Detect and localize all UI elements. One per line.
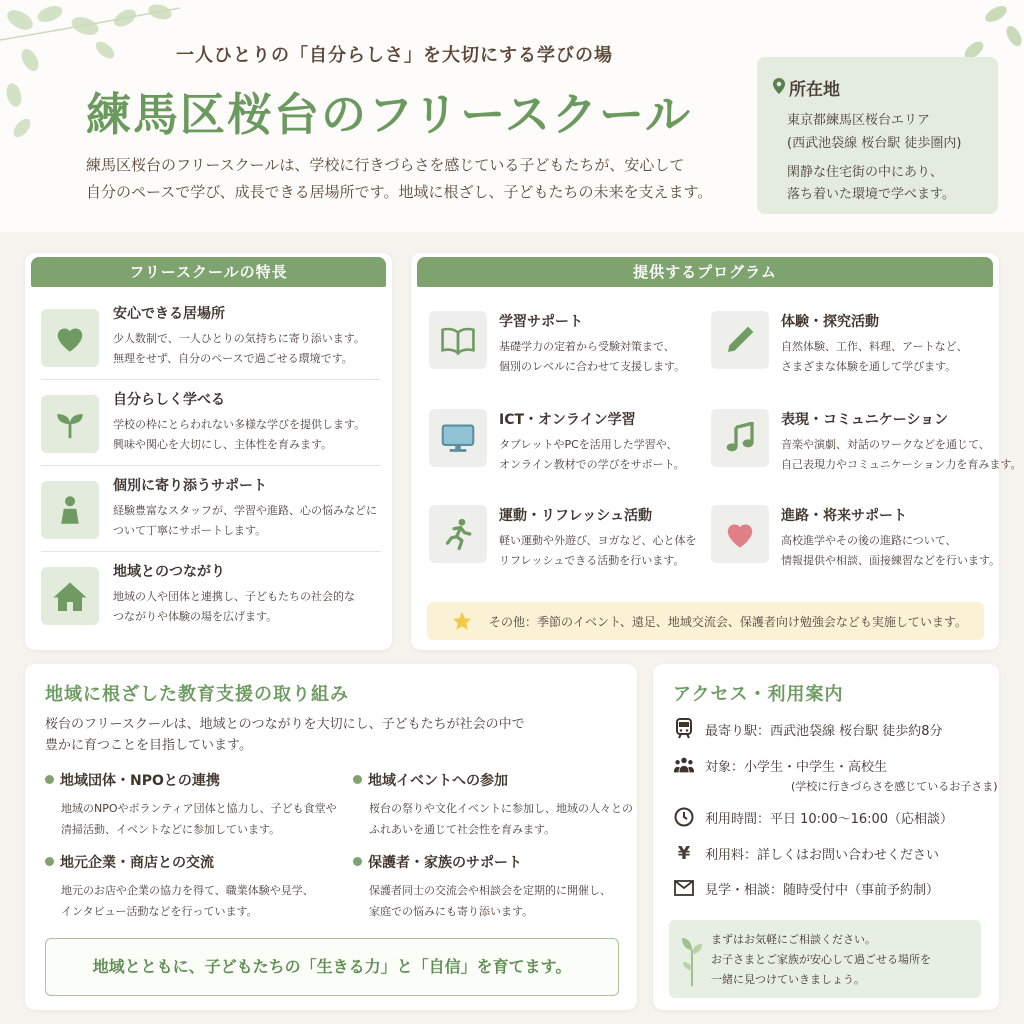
community-heading: 地域に根ざした教育支援の取り組み bbox=[45, 684, 349, 705]
feature-desc bbox=[113, 415, 383, 455]
community-item-desc-line: 地元のお店や企業の協力を得て、職業体験や見学、 bbox=[61, 884, 314, 897]
feature-desc bbox=[113, 329, 383, 369]
slogan-box: 地域とともに、子どもたちの「生きる力」と「自信」を育てます。 bbox=[45, 938, 619, 996]
program-desc-line: 軽い運動や外遊び、ヨガなど、心と体を bbox=[499, 534, 697, 547]
divider bbox=[41, 379, 381, 380]
community-item-title-text: 地域イベントへの参加 bbox=[368, 773, 508, 789]
intro-line: 自分のペースで学び、成長できる居場所です。地域に根ざし、子どもたちの未来を支えます。 bbox=[86, 183, 713, 201]
community-item-desc-line: ふれあいを通じて社会性を育みます。 bbox=[369, 823, 556, 836]
bullet-dot-icon bbox=[353, 857, 362, 866]
access-fee-text: 利用料：詳しくはお問い合わせください bbox=[705, 848, 940, 863]
book-icon bbox=[429, 311, 487, 369]
person-icon bbox=[41, 481, 99, 539]
program-desc-line: さまざまな体験を通して学びます。 bbox=[781, 360, 957, 373]
location-title: 所在地 bbox=[789, 80, 840, 100]
programs-card bbox=[411, 253, 1022, 650]
program-item bbox=[429, 409, 709, 489]
program-desc bbox=[781, 337, 968, 377]
location-address: 東京都練馬区桜台エリア bbox=[787, 113, 931, 128]
feature-desc-line: 学校の枠にとらわれない多様な学びを提供します。 bbox=[113, 418, 366, 431]
program-desc-line: 自然体験、工作、料理、アートなど、 bbox=[781, 340, 968, 353]
access-card bbox=[653, 664, 999, 1010]
feature-item bbox=[41, 475, 381, 553]
feature-title: 個別に寄り添うサポート bbox=[113, 478, 267, 494]
divider bbox=[41, 465, 381, 466]
community-item bbox=[45, 852, 325, 922]
program-title: 表現・コミュニケーション bbox=[781, 412, 949, 428]
program-desc bbox=[499, 337, 685, 377]
program-desc-line: 情報提供や相談、面接練習などを行います。 bbox=[781, 554, 1001, 567]
community-intro bbox=[45, 714, 605, 756]
feature-desc-line: 地域の人や団体と連携し、子どもたちの社会的な bbox=[113, 590, 355, 603]
feature-desc-line: 興味や関心を大切にし、主体性を育みます。 bbox=[113, 438, 333, 451]
program-title: 運動・リフレッシュ活動 bbox=[499, 508, 653, 524]
running-icon bbox=[429, 505, 487, 563]
feature-title: 地域とのつながり bbox=[113, 564, 225, 580]
community-item-title bbox=[45, 852, 325, 872]
community-item-title bbox=[353, 852, 633, 872]
pencil-icon bbox=[711, 311, 769, 369]
program-desc-line: 個別のレベルに合わせて支援します。 bbox=[499, 360, 686, 373]
community-item-desc-line: 清掃活動、イベントなどに参加しています。 bbox=[61, 823, 281, 836]
community-item-desc-line: インタビュー活動などを行っています。 bbox=[61, 905, 258, 918]
feature-desc-line: 無理をせず、自分のペースで過ごせる環境です。 bbox=[113, 352, 353, 365]
community-intro-line: 豊かに育つことを目指しています。 bbox=[45, 738, 252, 753]
location-card bbox=[757, 57, 998, 214]
program-item bbox=[711, 311, 991, 391]
other-programs-text: その他：季節のイベント、遠足、地域交流会、保護者向け勉強会なども実施しています。 bbox=[489, 615, 967, 629]
heart-icon bbox=[41, 309, 99, 367]
program-desc-line: リフレッシュできる活動を行います。 bbox=[499, 554, 685, 567]
mail-icon bbox=[673, 877, 695, 899]
community-item-desc bbox=[353, 798, 633, 840]
community-item-title-text: 地域団体・NPOとの連携 bbox=[60, 773, 220, 789]
intro-text bbox=[86, 152, 746, 206]
note-line: お子さまとご家族が安心して過ごせる場所を bbox=[711, 953, 931, 966]
plant-icon bbox=[681, 932, 703, 986]
feature-item bbox=[41, 303, 381, 381]
community-item-desc-line: 保護者同士の交流会や相談会を定期的に開催し、 bbox=[369, 884, 611, 897]
access-heading: アクセス・利用案内 bbox=[673, 684, 844, 705]
program-item bbox=[711, 505, 1001, 585]
program-desc bbox=[499, 531, 697, 571]
community-card bbox=[25, 664, 637, 1010]
community-item-title-text: 地元企業・商店との交流 bbox=[60, 855, 214, 871]
program-desc bbox=[781, 531, 1000, 571]
program-title: ICT・オンライン学習 bbox=[499, 412, 636, 428]
program-desc-line: 基礎学力の定着から受験対策まで、 bbox=[499, 340, 675, 353]
community-item-desc bbox=[45, 880, 325, 922]
feature-title: 安心できる居場所 bbox=[113, 306, 225, 322]
heart-icon bbox=[711, 505, 769, 563]
community-item-desc-line: 桜台の祭りや文化イベントに参加し、地域の人々との bbox=[369, 802, 633, 815]
home-icon bbox=[41, 567, 99, 625]
program-desc-line: タブレットやPCを活用した学習や、 bbox=[499, 438, 678, 451]
community-item bbox=[353, 770, 633, 840]
community-item bbox=[45, 770, 337, 840]
community-item-desc-line: 地域のNPOやボランティア団体と協力し、子ども食堂や bbox=[61, 802, 337, 815]
community-item-desc bbox=[353, 880, 633, 922]
page-title: 練馬区桜台のフリースクール bbox=[86, 88, 693, 141]
access-target-note: (学校に行きづらさを感じているお子さま) bbox=[791, 780, 998, 793]
community-item-desc-line: 家庭での悩みにも寄り添います。 bbox=[369, 905, 534, 918]
feature-desc bbox=[113, 501, 383, 541]
bullet-dot-icon bbox=[353, 775, 362, 784]
location-desc: 落ち着いた環境で学べます。 bbox=[787, 187, 955, 202]
feature-title: 自分らしく学べる bbox=[113, 392, 225, 408]
community-item-title-text: 保護者・家族のサポート bbox=[368, 855, 522, 871]
feature-desc-line: ついて丁寧にサポートします。 bbox=[113, 524, 267, 537]
hero-section bbox=[0, 0, 1024, 232]
feature-item bbox=[41, 561, 381, 639]
location-station: (西武池袋線 桜台駅 徒歩圏内) bbox=[787, 136, 962, 151]
program-desc bbox=[499, 435, 685, 475]
program-desc-line: 自己表現力やコミュニケーション力を育みます。 bbox=[781, 458, 1022, 471]
feature-desc-line: 少人数制で、一人ひとりの気持ちに寄り添います。 bbox=[113, 332, 365, 345]
consultation-note-text bbox=[711, 930, 931, 990]
tagline: 一人ひとりの「自分らしさ」を大切にする学びの場 bbox=[176, 45, 613, 66]
community-item-title bbox=[45, 770, 325, 790]
access-target-text: 対象：小学生・中学生・高校生 bbox=[705, 760, 888, 775]
program-item bbox=[711, 409, 1022, 489]
music-note-icon bbox=[711, 409, 769, 467]
program-item bbox=[429, 311, 709, 391]
feature-item bbox=[41, 389, 381, 467]
clock-icon bbox=[673, 806, 695, 828]
features-heading: フリースクールの特長 bbox=[31, 257, 386, 287]
access-station-text: 最寄り駅：西武池袋線 桜台駅 徒歩約8分 bbox=[705, 724, 943, 739]
bullet-dot-icon bbox=[45, 775, 54, 784]
people-icon bbox=[673, 754, 695, 776]
feature-desc-line: 経験豊富なスタッフが、学習や進路、心の悩みなどに bbox=[113, 504, 377, 517]
community-intro-line: 桜台のフリースクールは、地域とのつながりを大切にし、子どもたちが社会の中で bbox=[45, 717, 525, 732]
program-desc-line: オンライン教材での学びをサポート。 bbox=[499, 458, 685, 471]
community-item bbox=[353, 852, 633, 922]
programs-heading: 提供するプログラム bbox=[417, 257, 993, 287]
program-title: 学習サポート bbox=[499, 314, 583, 330]
program-title: 進路・将来サポート bbox=[781, 508, 907, 524]
community-item-desc bbox=[45, 798, 337, 840]
divider bbox=[41, 551, 381, 552]
map-pin-icon bbox=[771, 77, 787, 95]
other-programs-bar bbox=[427, 602, 984, 640]
star-icon bbox=[451, 610, 473, 632]
feature-desc-line: つながりや体験の場を広げます。 bbox=[113, 610, 278, 623]
bullet-dot-icon bbox=[45, 857, 54, 866]
yen-icon: ¥ bbox=[677, 842, 691, 864]
intro-line: 練馬区桜台のフリースクールは、学校に行きづらさを感じている子どもたちが、安心して bbox=[86, 156, 685, 174]
feature-desc bbox=[113, 587, 383, 627]
train-icon bbox=[673, 718, 695, 740]
program-desc bbox=[781, 435, 1021, 475]
note-line: まずはお気軽にご相談ください。 bbox=[711, 933, 876, 946]
consultation-note bbox=[669, 920, 981, 998]
monitor-icon bbox=[429, 409, 487, 467]
program-desc-line: 音楽や演劇、対話のワークなどを通じて、 bbox=[781, 438, 990, 451]
note-line: 一緒に見つけていきましょう。 bbox=[711, 973, 865, 986]
program-item bbox=[429, 505, 709, 585]
program-desc-line: 高校進学やその後の進路について、 bbox=[781, 534, 957, 547]
program-title: 体験・探究活動 bbox=[781, 314, 879, 330]
access-hours-text: 利用時間：平日 10:00〜16:00（応相談） bbox=[705, 812, 954, 827]
access-visit-text: 見学・相談：随時受付中（事前予約制） bbox=[705, 883, 940, 898]
location-desc: 閑静な住宅街の中にあり、 bbox=[787, 165, 944, 180]
sprout-icon bbox=[41, 395, 99, 453]
community-item-title bbox=[353, 770, 633, 790]
features-card bbox=[25, 253, 392, 650]
